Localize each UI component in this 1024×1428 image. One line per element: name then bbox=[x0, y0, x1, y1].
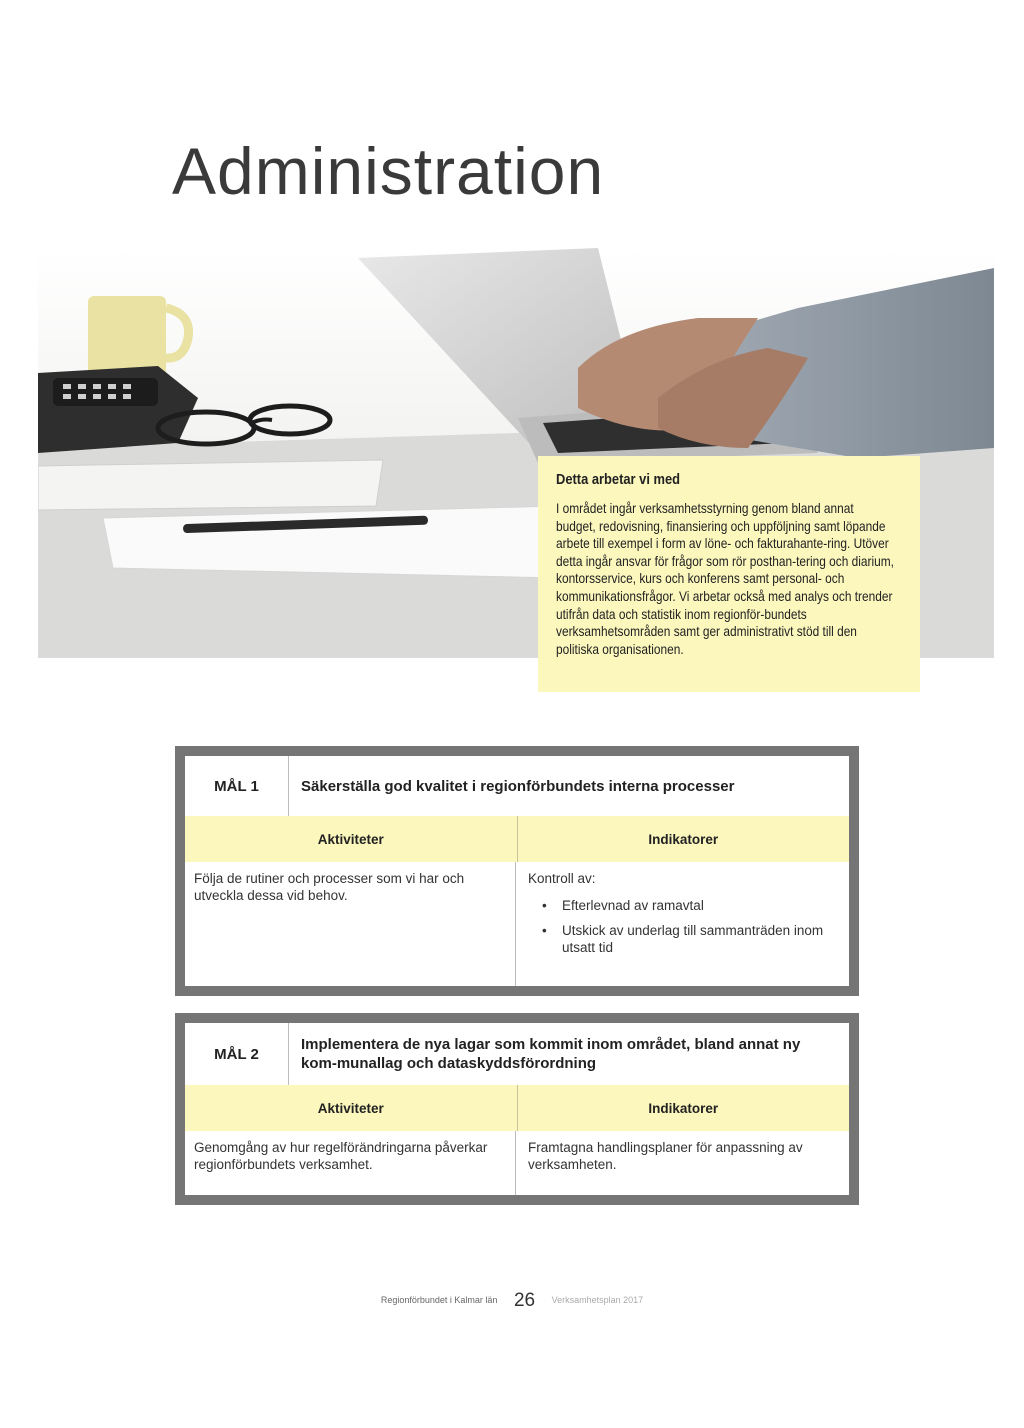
indicators-header: Indikatorer bbox=[648, 831, 719, 847]
goal-title: Implementera de nya lagar som kommit inom området, bland annat ny kom-munallag och dataskyddsförordning bbox=[301, 1036, 801, 1072]
goal-label: MÅL 2 bbox=[185, 1023, 289, 1085]
page-title: Administration bbox=[172, 134, 605, 208]
info-box bbox=[538, 456, 920, 692]
indicator-cell: Framtagna handlingsplaner för anpassning av verksamheten. bbox=[528, 1140, 803, 1172]
info-box-heading: Detta arbetar vi med bbox=[556, 471, 681, 488]
page-number: 26 bbox=[513, 1290, 536, 1311]
goal-table-2 bbox=[175, 1013, 859, 1205]
footer-org: Regionförbundet i Kalmar län bbox=[380, 1295, 498, 1305]
indicator-cell bbox=[516, 862, 849, 986]
indicator-item: • Utskick av underlag till sammanträden inom utsatt tid bbox=[562, 922, 837, 956]
page-footer bbox=[0, 1290, 1024, 1312]
indicator-list bbox=[528, 897, 837, 956]
activities-header: Aktiviteter bbox=[185, 1085, 518, 1131]
footer-doc: Verksamhetsplan 2017 bbox=[551, 1295, 644, 1305]
indicators-header: Indikatorer bbox=[648, 1100, 719, 1116]
activity-cell: Följa de rutiner och processer som vi har och utveckla dessa vid behov. bbox=[185, 862, 516, 986]
goal-title: Säkerställa god kvalitet i regionförbundets interna processer bbox=[301, 777, 735, 795]
goal-label: MÅL 1 bbox=[185, 756, 289, 816]
activity-cell: Genomgång av hur regelförändringarna påverkar regionförbundets verksamhet. bbox=[185, 1131, 516, 1195]
indicator-intro: Kontroll av: bbox=[528, 871, 596, 886]
indicator-item: • Efterlevnad av ramavtal bbox=[562, 897, 837, 914]
activities-header: Aktiviteter bbox=[185, 816, 518, 862]
goal-table-1 bbox=[175, 746, 859, 996]
info-box-body: I området ingår verksamhetsstyrning genom bland annat budget, redovisning, finansiering och uppföljning samt löpande arbete till exempel i form av löne- och fakturahante-ring. Utöver detta ingår ansvar för frågor som rör posthan-tering och diarium, kontorsservice, kurs och konferens samt personal- och kommunikationsfrågor. Vi arbetar också med analys och trender utifrån data och statistik inom regionför-bundets verksamhetsområden samt ger administrativt stöd till den politiska organisationen. bbox=[556, 500, 894, 657]
